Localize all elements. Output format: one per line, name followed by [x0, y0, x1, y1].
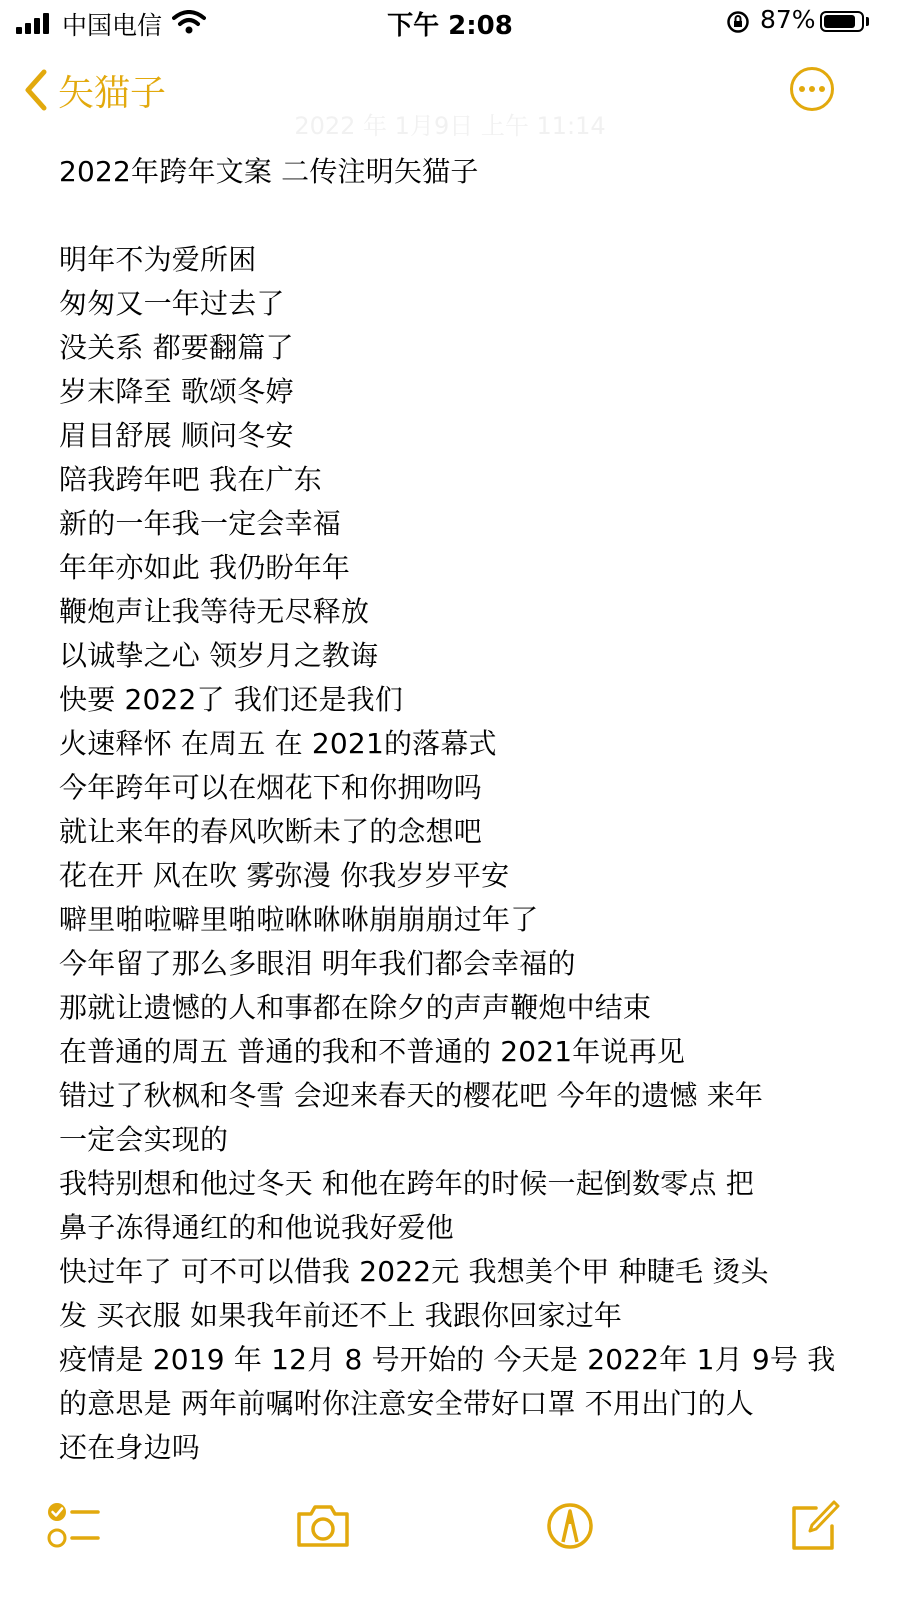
note-title: 2022年跨年文案 二传注明矢猫子 [59, 155, 479, 188]
note-line: 年年亦如此 我仍盼年年 [59, 551, 351, 584]
note-line: 明年不为爱所困 [59, 243, 257, 276]
note-line: 的意思是 两年前嘱咐你注意安全带好口罩 不用出门的人 [59, 1387, 755, 1420]
note-line: 花在开 风在吹 雾弥漫 你我岁岁平安 [59, 859, 510, 892]
back-label: 矢猫子 [58, 72, 167, 114]
note-line: 我特别想和他过冬天 和他在跨年的时候一起倒数零点 把 [59, 1167, 755, 1200]
bottom-toolbar [0, 1490, 900, 1560]
battery-icon [820, 11, 864, 32]
note-line: 还在身边吗 [59, 1431, 201, 1464]
note-line: 那就让遗憾的人和事都在除夕的声声鞭炮中结束 [59, 991, 652, 1024]
compose-icon[interactable] [788, 1498, 842, 1554]
note-line: 快要 2022了 我们还是我们 [59, 683, 404, 716]
note-line: 火速释怀 在周五 在 2021的落幕式 [59, 727, 497, 760]
note-line: 在普通的周五 普通的我和不普通的 2021年说再见 [59, 1035, 686, 1068]
battery-level [824, 15, 855, 28]
status-time: 下午 2:08 [387, 11, 513, 41]
note-date: 2022 年 1月9日 上午 11:14 [294, 112, 606, 140]
note-line: 眉目舒展 顺问冬安 [59, 419, 294, 452]
note-line: 陪我跨年吧 我在广东 [59, 463, 322, 496]
note-lines [59, 238, 836, 1470]
note-line: 新的一年我一定会幸福 [59, 507, 342, 540]
note-line: 今年留了那么多眼泪 明年我们都会幸福的 [59, 947, 576, 980]
note-line: 噼里啪啦噼里啪啦咻咻咻崩崩崩过年了 [59, 903, 539, 936]
note-line: 一定会实现的 [59, 1123, 229, 1156]
note-line: 疫情是 2019 年 12月 8 号开始的 今天是 2022年 1月 9号 我 [59, 1343, 836, 1376]
note-spacer [59, 194, 829, 238]
rotation-lock-icon [726, 10, 750, 34]
note-line: 岁末降至 歌颂冬婷 [59, 375, 294, 408]
status-bar [0, 0, 900, 44]
note-body[interactable] [59, 150, 836, 1470]
note-line: 鞭炮声让我等待无尽释放 [59, 595, 370, 628]
battery-tip [866, 17, 869, 26]
note-line: 就让来年的春风吹断未了的念想吧 [59, 815, 483, 848]
checklist-icon[interactable] [46, 1498, 102, 1554]
camera-icon[interactable] [294, 1498, 352, 1554]
note-line: 快过年了 可不可以借我 2022元 我想美个甲 种睫毛 烫头 [59, 1255, 769, 1288]
note-line: 今年跨年可以在烟花下和你拥吻吗 [59, 771, 483, 804]
battery-percent: 87% [760, 5, 816, 34]
note-line: 鼻子冻得通红的和他说我好爱他 [59, 1211, 454, 1244]
note-line: 发 买衣服 如果我年前还不上 我跟你回家过年 [59, 1299, 623, 1332]
note-line: 错过了秋枫和冬雪 会迎来春天的樱花吧 今年的遗憾 来年 [59, 1079, 764, 1112]
markup-pen-icon[interactable] [545, 1498, 595, 1554]
carrier-name: 中国电信 [62, 11, 163, 40]
note-line: 以诚挚之心 领岁月之教诲 [59, 639, 379, 672]
note-line: 没关系 都要翻篇了 [59, 331, 294, 364]
note-line: 匆匆又一年过去了 [59, 287, 285, 320]
